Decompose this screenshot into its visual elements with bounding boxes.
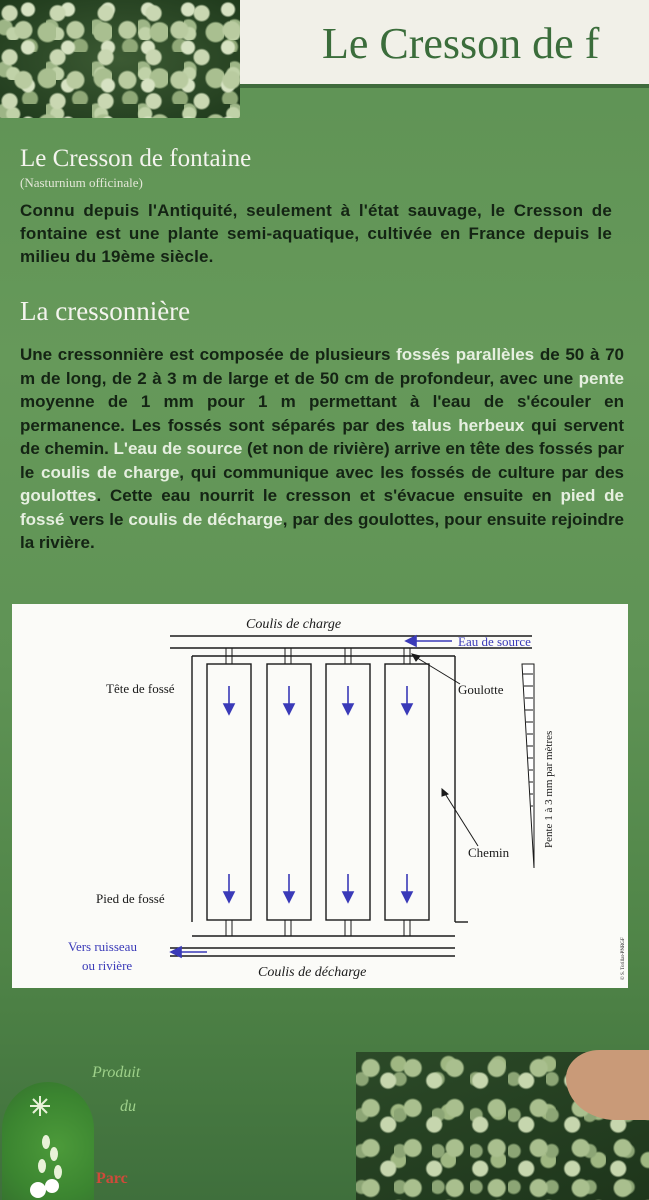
flow-arrow-top-3 bbox=[343, 686, 353, 714]
goulotte-bottom-2 bbox=[285, 920, 291, 936]
highlight-term: pied de fossé bbox=[20, 486, 625, 529]
cressonniere-diagram bbox=[12, 604, 628, 988]
label-coulis-decharge: Coulis de décharge bbox=[258, 965, 367, 980]
label-goulotte: Goulotte bbox=[458, 682, 504, 697]
text-segment: (et non de rivière) arrive en tête des fossés par le bbox=[20, 439, 624, 482]
asterisk-icon bbox=[30, 1096, 50, 1116]
flow-arrow-bottom-3 bbox=[343, 874, 353, 902]
label-pente: Pente 1 à 3 mm par mètres bbox=[543, 730, 555, 848]
text-segment: qui servent de chemin. bbox=[20, 415, 624, 458]
highlight-term: L'eau de source bbox=[113, 439, 243, 458]
goulotte-pointer bbox=[412, 654, 460, 684]
highlight-term: fossés parallèles bbox=[396, 345, 535, 364]
intro-paragraph: Connu depuis l'Antiquité, seulement à l'état sauvage, le Cresson de fontaine est une plante semi-aquatique, cultivée en France depuis le milieu du 19ème siècle. bbox=[20, 201, 612, 266]
flower-icon bbox=[30, 1179, 59, 1198]
flow-arrow-top-2 bbox=[284, 686, 294, 714]
flow-arrow-bottom-4 bbox=[402, 874, 412, 902]
text-segment: , qui communique avec les fossés de culture par des bbox=[179, 462, 624, 482]
text-segment: Une cressonnière est composée de plusieurs bbox=[20, 345, 397, 364]
slope-rod bbox=[522, 664, 534, 868]
flow-arrow-bottom-2 bbox=[284, 874, 294, 902]
label-chemin: Chemin bbox=[468, 845, 510, 860]
highlight-term: talus herbeux bbox=[411, 415, 525, 435]
logo-word-du: du bbox=[120, 1098, 136, 1115]
logo-word-produit: Produit bbox=[92, 1064, 141, 1081]
logo-svg bbox=[2, 1082, 94, 1200]
cressonniere-paragraph bbox=[20, 343, 624, 555]
text-segment: de 50 à 70 m de long, de 2 à 3 m de large et de 50 cm de profondeur, avec une bbox=[20, 345, 624, 388]
label-credit: © S. Torillat-PNRGF bbox=[621, 937, 626, 980]
header-title: Le Cresson de f bbox=[322, 19, 600, 68]
goulotte-bottom-3 bbox=[345, 920, 351, 936]
label-tete-fosse: Tête de fossé bbox=[106, 681, 175, 696]
text-segment: vers le bbox=[64, 509, 129, 529]
highlight-term: goulottes bbox=[20, 486, 97, 505]
section-title-cressonniere: La cressonnière bbox=[20, 296, 191, 326]
eau-source-arrow bbox=[406, 636, 452, 646]
text-segment: . Cette eau nourrit le cresson et s'évacue ensuite en bbox=[96, 486, 561, 505]
flow-arrow-top-4 bbox=[402, 686, 412, 714]
label-pied-fosse: Pied de fossé bbox=[96, 891, 165, 906]
diagram-svg bbox=[12, 604, 628, 988]
logo-word-parc: Parc bbox=[96, 1170, 128, 1187]
chemin-pointer bbox=[442, 789, 478, 846]
label-ou-riviere: ou rivière bbox=[82, 958, 133, 973]
goulotte-bottom-1 bbox=[226, 920, 232, 936]
goulotte-bottom-4 bbox=[404, 920, 410, 936]
text-segment: , par des goulottes, pour ensuite rejoindre la rivière. bbox=[20, 509, 625, 552]
highlight-term: pente bbox=[578, 368, 624, 388]
watercress-photo-top bbox=[0, 0, 240, 118]
section-title-cresson: Le Cresson de fontaine bbox=[20, 145, 252, 172]
highlight-term: coulis de décharge bbox=[128, 509, 283, 529]
label-coulis-charge: Coulis de charge bbox=[246, 617, 342, 632]
label-vers-ruisseau: Vers ruisseau bbox=[68, 939, 137, 954]
produit-du-parc-logo bbox=[2, 1082, 94, 1200]
flow-arrow-bottom-1 bbox=[224, 874, 234, 902]
flow-arrow-top-1 bbox=[224, 686, 234, 714]
text-segment: moyenne de 1 mm pour 1 m permettant à l'eau de s'écouler en permanence. Les fossés sont séparés par des bbox=[20, 392, 624, 435]
label-eau-source: Eau de source bbox=[458, 634, 531, 649]
highlight-term: coulis de charge bbox=[40, 462, 180, 482]
latin-name: (Nasturnium officinale) bbox=[20, 175, 143, 190]
wheat-icon bbox=[38, 1135, 62, 1179]
